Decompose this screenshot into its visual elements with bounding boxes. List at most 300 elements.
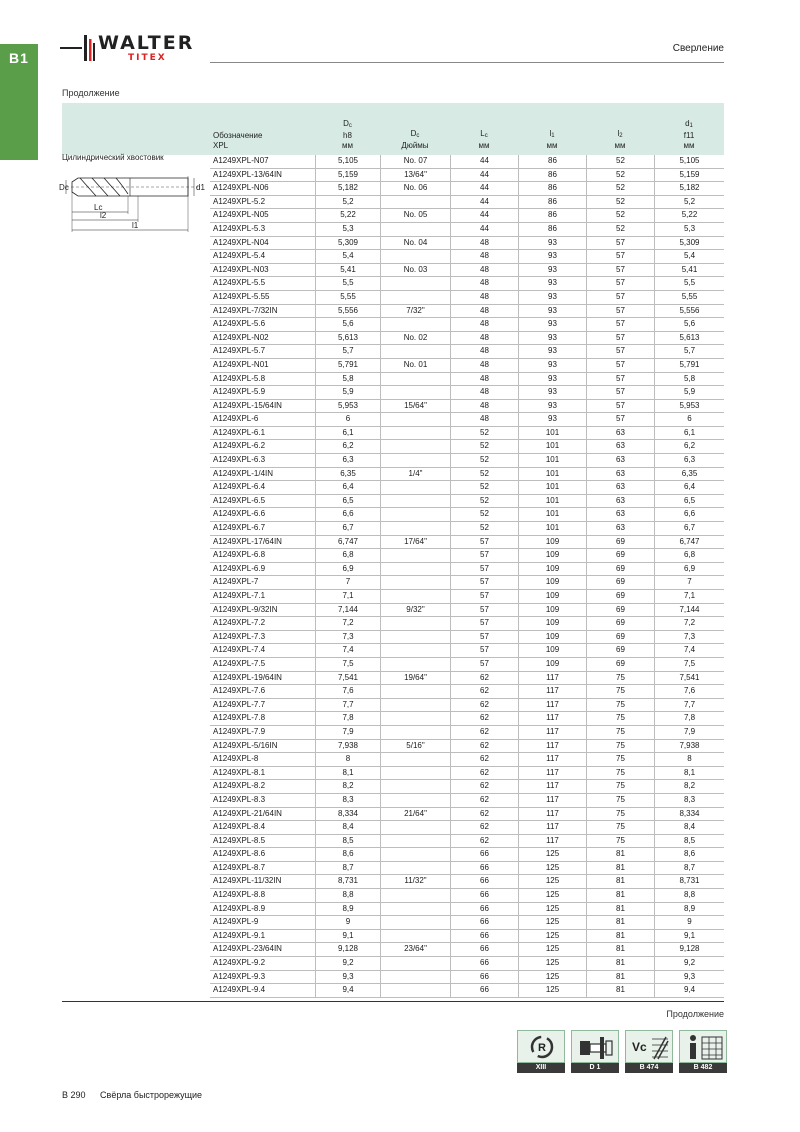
cell-code: A1249XPL-6.5 — [213, 495, 266, 505]
cell-d1: 5,8 — [654, 373, 724, 386]
table-row — [210, 373, 724, 387]
cell-d1: 6,6 — [654, 508, 724, 521]
cell-lc: 62 — [450, 808, 518, 821]
table-row — [210, 590, 724, 604]
cell-inch — [380, 699, 450, 712]
cell-dc: 6,5 — [315, 495, 380, 508]
cell-code: A1249XPL-8.9 — [213, 903, 266, 913]
cell-lc: 66 — [450, 889, 518, 902]
cell-code: A1249XPL-8.7 — [213, 862, 266, 872]
table-row — [210, 468, 724, 482]
section-tab-label: B1 — [9, 50, 29, 66]
cell-l2: 63 — [586, 522, 654, 535]
cell-l1: 109 — [518, 604, 586, 617]
cell-code: A1249XPL-7.4 — [213, 645, 266, 655]
cell-l1: 101 — [518, 508, 586, 521]
cell-inch — [380, 440, 450, 453]
cell-code: A1249XPL-7.6 — [213, 686, 266, 696]
cell-code: A1249XPL-1/4IN — [213, 468, 274, 478]
product-table — [210, 155, 724, 998]
cell-dc: 7,5 — [315, 658, 380, 671]
cell-inch — [380, 522, 450, 535]
cell-code: A1249XPL-7.2 — [213, 618, 266, 628]
cell-lc: 66 — [450, 957, 518, 970]
cell-l1: 101 — [518, 495, 586, 508]
cell-d1: 7,6 — [654, 685, 724, 698]
cell-code: A1249XPL-N01 — [213, 359, 269, 369]
cell-l1: 93 — [518, 345, 586, 358]
cell-inch — [380, 318, 450, 331]
cell-code: A1249XPL-9.3 — [213, 971, 266, 981]
cell-l1: 101 — [518, 440, 586, 453]
cell-dc: 5,953 — [315, 400, 380, 413]
cell-code: A1249XPL-9.4 — [213, 985, 266, 995]
cell-dc: 7,938 — [315, 740, 380, 753]
header-dc-inch: $D_c$ Дюймы — [401, 129, 429, 150]
header-l1: $l_1$ мм — [546, 129, 558, 150]
table-row — [210, 549, 724, 563]
cell-inch — [380, 957, 450, 970]
cell-dc: 7,8 — [315, 712, 380, 725]
cell-l1: 125 — [518, 862, 586, 875]
cell-d1: 5,309 — [654, 237, 724, 250]
cell-inch: No. 01 — [380, 359, 450, 372]
cell-lc: 62 — [450, 699, 518, 712]
cell-d1: 7 — [654, 576, 724, 589]
cell-dc: 6,4 — [315, 481, 380, 494]
cell-d1: 5,55 — [654, 291, 724, 304]
cell-code: A1249XPL-8.4 — [213, 822, 266, 832]
cell-l1: 109 — [518, 576, 586, 589]
cell-d1: 7,7 — [654, 699, 724, 712]
cell-d1: 5,5 — [654, 277, 724, 290]
cell-l2: 69 — [586, 658, 654, 671]
cell-d1: 5,6 — [654, 318, 724, 331]
cell-d1: 9,128 — [654, 943, 724, 956]
cell-dc: 8,334 — [315, 808, 380, 821]
table-row — [210, 209, 724, 223]
cell-d1: 6,747 — [654, 536, 724, 549]
cell-l2: 63 — [586, 440, 654, 453]
cell-l1: 117 — [518, 685, 586, 698]
cell-l1: 109 — [518, 536, 586, 549]
table-row — [210, 658, 724, 672]
table-row — [210, 740, 724, 754]
cell-code: A1249XPL-9/32IN — [213, 604, 278, 614]
cell-l2: 52 — [586, 155, 654, 168]
table-row — [210, 277, 724, 291]
cell-dc: 8,7 — [315, 862, 380, 875]
cell-code: A1249XPL-7.5 — [213, 658, 266, 668]
cell-l2: 57 — [586, 264, 654, 277]
cell-dc: 5,105 — [315, 155, 380, 168]
cell-l1: 86 — [518, 155, 586, 168]
cell-code: A1249XPL-6 — [213, 414, 259, 424]
cell-d1: 7,9 — [654, 726, 724, 739]
table-row — [210, 808, 724, 822]
cell-l2: 63 — [586, 481, 654, 494]
cell-inch: 9/32" — [380, 604, 450, 617]
cell-l2: 63 — [586, 454, 654, 467]
cell-l2: 75 — [586, 740, 654, 753]
cell-dc: 9,3 — [315, 971, 380, 984]
drill-diagram — [58, 168, 208, 236]
cell-code: A1249XPL-6.9 — [213, 563, 266, 573]
cell-l1: 117 — [518, 767, 586, 780]
shank-type-label: Цилиндрический хвостовик — [62, 153, 164, 162]
cell-inch — [380, 658, 450, 671]
cell-d1: 5,2 — [654, 196, 724, 209]
cell-lc: 48 — [450, 237, 518, 250]
cell-d1: 7,541 — [654, 672, 724, 685]
cell-dc: 8,8 — [315, 889, 380, 902]
cell-lc: 52 — [450, 481, 518, 494]
cell-l1: 125 — [518, 889, 586, 902]
table-row — [210, 250, 724, 264]
cell-l2: 57 — [586, 305, 654, 318]
cell-code: A1249XPL-7.1 — [213, 591, 266, 600]
table-row — [210, 182, 724, 196]
cell-lc: 48 — [450, 359, 518, 372]
cell-lc: 57 — [450, 658, 518, 671]
cell-l1: 117 — [518, 780, 586, 793]
cell-lc: 57 — [450, 604, 518, 617]
chuck-icon — [572, 1031, 620, 1064]
cell-l2: 52 — [586, 169, 654, 182]
icon-tile-cutting-data[interactable] — [625, 1030, 673, 1072]
cell-dc: 5,3 — [315, 223, 380, 236]
cell-dc: 6 — [315, 413, 380, 426]
cell-dc: 5,7 — [315, 345, 380, 358]
table-row — [210, 957, 724, 971]
cell-l1: 117 — [518, 794, 586, 807]
cell-l2: 63 — [586, 495, 654, 508]
table-row — [210, 604, 724, 618]
cell-code: A1249XPL-7 — [213, 577, 259, 587]
cell-dc: 8,9 — [315, 903, 380, 916]
cell-lc: 66 — [450, 971, 518, 984]
cell-l2: 81 — [586, 903, 654, 916]
cell-lc: 48 — [450, 250, 518, 263]
cell-l1: 86 — [518, 223, 586, 236]
cell-l1: 117 — [518, 808, 586, 821]
svg-text:Vc: Vc — [632, 1040, 647, 1054]
cell-inch — [380, 386, 450, 399]
cell-inch — [380, 590, 450, 603]
cell-code: A1249XPL-17/64IN — [213, 536, 282, 546]
cell-d1: 5,182 — [654, 182, 724, 195]
cell-dc: 5,6 — [315, 318, 380, 331]
cell-dc: 8,1 — [315, 767, 380, 780]
cell-code: A1249XPL-6.1 — [213, 427, 266, 437]
cell-lc: 52 — [450, 440, 518, 453]
cell-dc: 8,6 — [315, 848, 380, 861]
cell-l2: 75 — [586, 726, 654, 739]
cell-lc: 44 — [450, 155, 518, 168]
cell-l2: 57 — [586, 291, 654, 304]
cell-dc: 5,556 — [315, 305, 380, 318]
cell-l2: 69 — [586, 549, 654, 562]
table-row — [210, 400, 724, 414]
cell-d1: 9,1 — [654, 930, 724, 943]
info-icon — [680, 1031, 728, 1064]
cell-l2: 81 — [586, 916, 654, 929]
cell-inch: No. 04 — [380, 237, 450, 250]
cell-l1: 93 — [518, 359, 586, 372]
cell-inch: 17/64" — [380, 536, 450, 549]
cell-l1: 125 — [518, 984, 586, 997]
cell-dc: 9,1 — [315, 930, 380, 943]
table-row — [210, 563, 724, 577]
cell-lc: 44 — [450, 169, 518, 182]
cell-code: A1249XPL-8.2 — [213, 781, 266, 791]
cell-d1: 5,613 — [654, 332, 724, 345]
cell-d1: 5,22 — [654, 209, 724, 222]
table-row — [210, 386, 724, 400]
cell-code: A1249XPL-5.9 — [213, 387, 266, 397]
cell-l1: 93 — [518, 386, 586, 399]
cell-d1: 6,5 — [654, 495, 724, 508]
cell-l2: 57 — [586, 277, 654, 290]
cell-inch: No. 06 — [380, 182, 450, 195]
cell-l2: 57 — [586, 318, 654, 331]
cell-l2: 81 — [586, 930, 654, 943]
cell-lc: 48 — [450, 305, 518, 318]
cell-l2: 69 — [586, 536, 654, 549]
cell-l2: 63 — [586, 508, 654, 521]
cell-l2: 81 — [586, 862, 654, 875]
cell-lc: 52 — [450, 427, 518, 440]
cell-lc: 48 — [450, 264, 518, 277]
cell-lc: 62 — [450, 672, 518, 685]
table-header — [62, 103, 724, 155]
cell-dc: 8,731 — [315, 875, 380, 888]
cell-l2: 57 — [586, 373, 654, 386]
cell-code: A1249XPL-7/32IN — [213, 305, 278, 315]
cell-inch — [380, 903, 450, 916]
cell-inch — [380, 835, 450, 848]
cell-d1: 6,4 — [654, 481, 724, 494]
cell-lc: 62 — [450, 740, 518, 753]
cell-d1: 8,1 — [654, 767, 724, 780]
cell-d1: 7,5 — [654, 658, 724, 671]
cell-lc: 57 — [450, 536, 518, 549]
cell-l1: 117 — [518, 740, 586, 753]
cell-code: A1249XPL-5.8 — [213, 373, 266, 383]
table-row — [210, 522, 724, 536]
cell-inch — [380, 481, 450, 494]
icon-label-chuck: D 1 — [571, 1063, 619, 1073]
cell-inch — [380, 794, 450, 807]
cell-l2: 75 — [586, 699, 654, 712]
cell-inch: No. 07 — [380, 155, 450, 168]
cell-l1: 93 — [518, 318, 586, 331]
cell-l2: 75 — [586, 712, 654, 725]
cell-dc: 5,182 — [315, 182, 380, 195]
logo-titex-text: TITEX — [128, 53, 167, 63]
cell-lc: 66 — [450, 862, 518, 875]
cell-inch: 7/32" — [380, 305, 450, 318]
cell-d1: 5,7 — [654, 345, 724, 358]
cell-inch — [380, 930, 450, 943]
icon-tile-info[interactable] — [679, 1030, 727, 1072]
cell-lc: 66 — [450, 875, 518, 888]
cell-lc: 48 — [450, 291, 518, 304]
cell-dc: 6,747 — [315, 536, 380, 549]
cell-d1: 8 — [654, 753, 724, 766]
cell-inch — [380, 631, 450, 644]
table-row — [210, 291, 724, 305]
cell-lc: 66 — [450, 984, 518, 997]
cell-dc: 5,41 — [315, 264, 380, 277]
cell-code: A1249XPL-8 — [213, 754, 259, 764]
cell-inch — [380, 862, 450, 875]
icon-tile-regrind[interactable] — [517, 1030, 565, 1072]
cell-l1: 125 — [518, 848, 586, 861]
cell-code: A1249XPL-13/64IN — [213, 169, 282, 179]
cell-dc: 5,309 — [315, 237, 380, 250]
cell-l1: 93 — [518, 305, 586, 318]
icon-tile-chuck[interactable] — [571, 1030, 619, 1072]
cell-l2: 57 — [586, 386, 654, 399]
cell-inch: No. 03 — [380, 264, 450, 277]
cell-l2: 57 — [586, 250, 654, 263]
cell-lc: 66 — [450, 903, 518, 916]
cell-inch: 5/16" — [380, 740, 450, 753]
cell-inch — [380, 848, 450, 861]
cell-l2: 75 — [586, 835, 654, 848]
cell-d1: 5,953 — [654, 400, 724, 413]
cell-lc: 62 — [450, 794, 518, 807]
table-row — [210, 821, 724, 835]
diagram-l1-label: l1 — [132, 221, 139, 230]
header-lc: $L_c$ мм — [478, 129, 490, 150]
table-row — [210, 930, 724, 944]
cell-d1: 6,8 — [654, 549, 724, 562]
cell-l2: 52 — [586, 196, 654, 209]
cell-dc: 5,2 — [315, 196, 380, 209]
table-row — [210, 943, 724, 957]
cell-l2: 75 — [586, 685, 654, 698]
cell-code: A1249XPL-5.7 — [213, 346, 266, 356]
diagram-l2-label: l2 — [100, 211, 107, 220]
cell-lc: 62 — [450, 753, 518, 766]
cell-l2: 69 — [586, 576, 654, 589]
cell-l1: 101 — [518, 427, 586, 440]
cell-dc: 7,9 — [315, 726, 380, 739]
cell-inch — [380, 223, 450, 236]
cell-d1: 8,8 — [654, 889, 724, 902]
cell-d1: 7,144 — [654, 604, 724, 617]
table-row — [210, 631, 724, 645]
cell-lc: 52 — [450, 468, 518, 481]
cell-code: A1249XPL-5.4 — [213, 251, 266, 261]
cell-l1: 101 — [518, 454, 586, 467]
cell-code: A1249XPL-23/64IN — [213, 944, 282, 954]
cell-dc: 5,4 — [315, 250, 380, 263]
cell-inch — [380, 971, 450, 984]
cell-lc: 62 — [450, 685, 518, 698]
cell-inch: 13/64" — [380, 169, 450, 182]
cell-lc: 48 — [450, 277, 518, 290]
cell-l2: 63 — [586, 468, 654, 481]
cell-dc: 5,791 — [315, 359, 380, 372]
diagram-dc-label: Dc — [59, 183, 69, 192]
cell-d1: 9,2 — [654, 957, 724, 970]
icon-label-cutting-data: B 474 — [625, 1063, 673, 1073]
cell-l2: 69 — [586, 563, 654, 576]
cell-lc: 57 — [450, 549, 518, 562]
cell-l1: 109 — [518, 549, 586, 562]
cell-l2: 69 — [586, 617, 654, 630]
cell-code: A1249XPL-6.7 — [213, 523, 266, 533]
cell-dc: 7,1 — [315, 590, 380, 603]
cell-d1: 7,2 — [654, 617, 724, 630]
cell-code: A1249XPL-21/64IN — [213, 808, 282, 818]
cell-code: A1249XPL-8.5 — [213, 835, 266, 845]
walter-titex-logo — [60, 32, 200, 66]
logo-walter-text: WALTER — [98, 32, 195, 54]
cell-code: A1249XPL-7.3 — [213, 631, 266, 641]
cell-dc: 9,128 — [315, 943, 380, 956]
cell-code: A1249XPL-6.2 — [213, 441, 266, 451]
cell-l1: 86 — [518, 169, 586, 182]
cell-inch: 19/64" — [380, 672, 450, 685]
cell-dc: 8 — [315, 753, 380, 766]
cell-dc: 5,8 — [315, 373, 380, 386]
cell-l1: 101 — [518, 522, 586, 535]
header-d1: $d_1$ f11 мм — [683, 119, 695, 150]
cell-d1: 6,1 — [654, 427, 724, 440]
cell-l1: 109 — [518, 631, 586, 644]
cell-l1: 125 — [518, 916, 586, 929]
cell-d1: 8,334 — [654, 808, 724, 821]
cell-code: A1249XPL-19/64IN — [213, 672, 282, 682]
cell-lc: 48 — [450, 345, 518, 358]
table-row — [210, 617, 724, 631]
diagram-lc-label: Lc — [94, 203, 103, 212]
cell-dc: 7,4 — [315, 644, 380, 657]
cell-dc: 7,6 — [315, 685, 380, 698]
cell-inch: No. 05 — [380, 209, 450, 222]
cell-inch — [380, 508, 450, 521]
cell-l1: 125 — [518, 943, 586, 956]
cell-code: A1249XPL-8.6 — [213, 849, 266, 859]
cell-dc: 5,22 — [315, 209, 380, 222]
cell-d1: 7,1 — [654, 590, 724, 603]
cell-d1: 7,938 — [654, 740, 724, 753]
cell-l2: 75 — [586, 672, 654, 685]
cell-l1: 117 — [518, 672, 586, 685]
cell-l2: 75 — [586, 794, 654, 807]
table-row — [210, 495, 724, 509]
table-row — [210, 305, 724, 319]
cell-code: A1249XPL-9.1 — [213, 930, 266, 940]
cell-l2: 52 — [586, 209, 654, 222]
cell-inch — [380, 617, 450, 630]
cell-d1: 8,7 — [654, 862, 724, 875]
cell-code: A1249XPL-N06 — [213, 183, 269, 193]
cell-inch — [380, 726, 450, 739]
table-row — [210, 644, 724, 658]
cell-code: A1249XPL-9.2 — [213, 958, 266, 968]
table-row — [210, 672, 724, 686]
cell-dc: 6,8 — [315, 549, 380, 562]
cell-lc: 66 — [450, 848, 518, 861]
cell-dc: 5,5 — [315, 277, 380, 290]
table-row — [210, 345, 724, 359]
cell-inch — [380, 916, 450, 929]
